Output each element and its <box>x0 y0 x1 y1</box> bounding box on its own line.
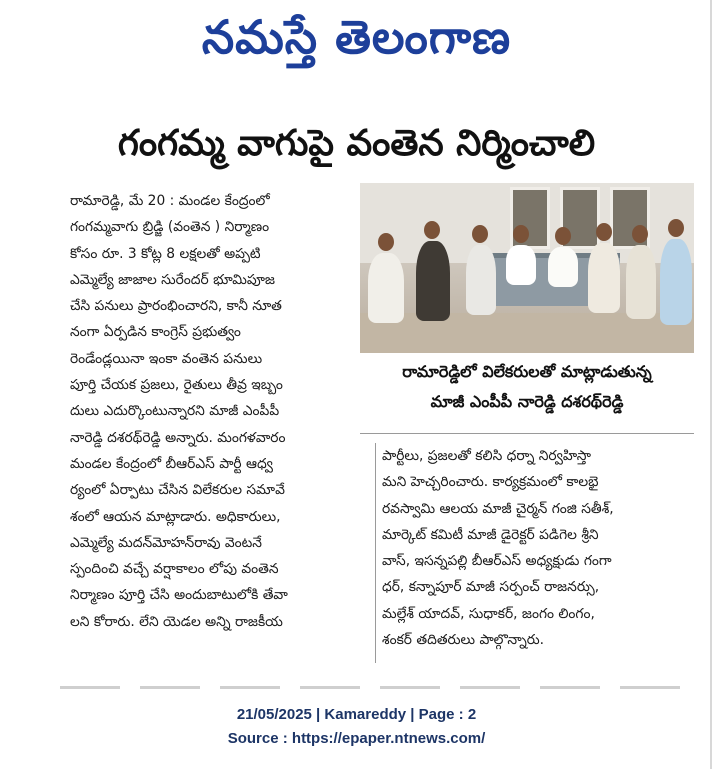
caption-divider <box>360 433 694 434</box>
body-line: ధర్, కన్నాపూర్ మాజీ సర్పంచ్ రాజనర్సు, <box>382 579 600 596</box>
body-line: మార్కెట్ కమిటీ మాజీ డైరెక్టర్ పడిగెల శ్రీని <box>382 526 599 543</box>
article-body-right-column <box>382 443 694 653</box>
body-line: గంగమ్మవాగు బ్రిడ్జి (వంతెన ) నిర్మాణం <box>70 219 270 236</box>
body-line: పూర్తి చేయక ప్రజలు, రైతులు తీవ్ర ఇబ్బం <box>70 377 283 394</box>
body-line: నంగా ఏర్పడిన కాంగ్రెస్ ప్రభుత్వం <box>70 324 241 341</box>
body-line: ఎమ్మెల్యే జాజాల సురేందర్ భూమిపూజ <box>70 271 275 288</box>
body-line: ర్యంలో ఏర్పాటు చేసిన విలేకరుల సమావే <box>70 482 285 499</box>
body-line: ఎమ్మెల్యే మదన్‌మోహన్‌రావు వెంటనే <box>70 534 262 551</box>
body-line: నిర్మాణం పూర్తి చేసి అందుబాటులోకి తేవా <box>70 587 288 604</box>
photo-caption-line: మాజీ ఎంపీపీ నారెడ్డి దశరథ్‌రెడ్డి <box>430 392 624 411</box>
footer-date-edition: 21/05/2025 | Kamareddy | Page : 2 <box>236 706 477 723</box>
article-body-left-column <box>70 188 370 635</box>
body-line: దులు ఎదుర్కొంటున్నారని మాజీ ఎంపీపీ <box>70 403 280 420</box>
body-line: కోసం రూ. 3 కోట్ల 8 లక్షలతో అప్పటి <box>70 245 261 262</box>
page-bottom-rule <box>60 686 700 689</box>
body-line: రామారెడ్డి, మే 20 : మండల కేంద్రంలో <box>70 193 270 209</box>
article-headline: గంగమ్మ వాగుపై వంతెన నిర్మించాలి <box>117 123 596 164</box>
body-line: రెండేండ్లయినా ఇంకా వంతెన పనులు <box>70 350 263 367</box>
column-divider <box>375 443 376 663</box>
body-line: స్పందించి వచ్చే వర్షాకాలం లోపు వంతెన <box>70 561 279 578</box>
body-line: రవస్వామి ఆలయ మాజీ చైర్మన్ గంజి సతీశ్, <box>382 500 614 517</box>
photo-caption-line: రామారెడ్డిలో విలేకరులతో మాట్లాడుతున్న <box>402 362 652 381</box>
body-line: పార్టీలు, ప్రజలతో కలిసి ధర్నా నిర్వహిస్తా <box>382 448 591 464</box>
newspaper-masthead: నమస్తే తెలంగాణ <box>201 10 512 64</box>
body-line: మండల కేంద్రంలో బీఆర్ఎస్ పార్టీ ఆధ్వ <box>70 455 273 472</box>
body-line: శంకర్ తదితరులు పాల్గొన్నారు. <box>382 632 545 649</box>
body-line: శంలో ఆయన మాట్లాడారు. అధికారులు, <box>70 508 281 525</box>
body-line: లని కోరారు. లేని యెడల అన్ని రాజకీయ <box>70 613 283 630</box>
footer-source: Source : https://epaper.ntnews.com/ <box>227 730 486 747</box>
photo-caption <box>360 357 694 429</box>
article-photo <box>360 183 694 353</box>
body-line: నారెడ్డి దశరథ్‌రెడ్డి అన్నారు. మంగళవారం <box>70 429 286 446</box>
body-line: చేసి పనులు ప్రారంభించారని, కానీ నూత <box>70 298 282 315</box>
body-line: మల్లేశ్ యాదవ్, సుధాకర్, జంగం లింగం, <box>382 605 595 622</box>
body-line: మని హెచ్చరించారు. కార్యక్రమంలో కాలభై <box>382 474 599 491</box>
body-line: వాస్, ఇసన్నపల్లి బీఆర్ఎస్ అధ్యక్షుడు గంగా <box>382 553 612 570</box>
